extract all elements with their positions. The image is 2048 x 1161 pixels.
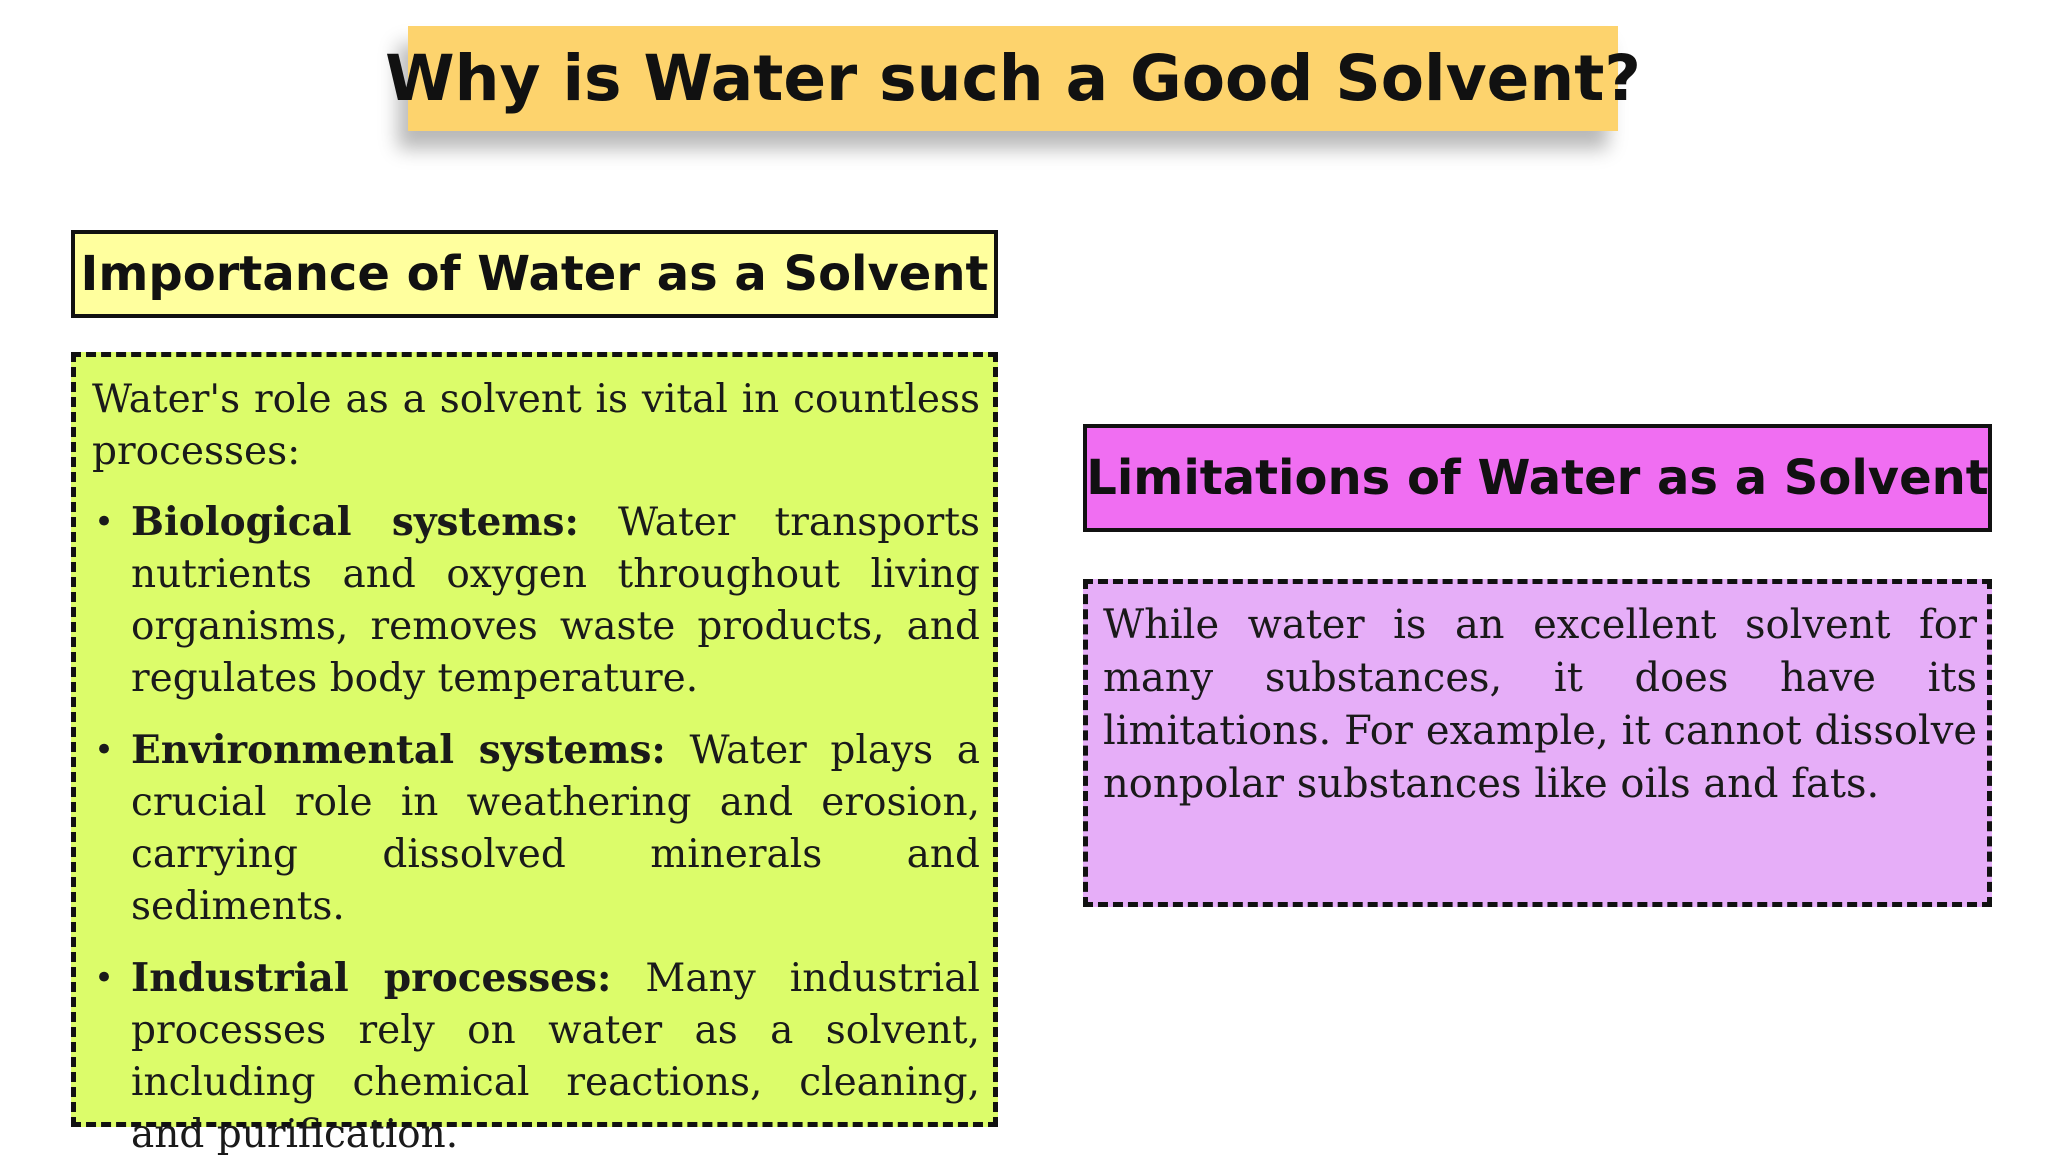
bullet-dot-icon: • xyxy=(94,502,115,542)
title-banner xyxy=(385,26,1641,131)
bullet-title: Environmental systems: xyxy=(131,727,666,773)
limitations-heading-box xyxy=(1083,424,1992,532)
bullet-environmental-systems xyxy=(92,724,980,933)
bullet-title: Industrial processes: xyxy=(131,955,612,1001)
limitations-text: While water is an excellent solvent for many substances, it does have its limitations. For example, it cannot dissolve nonpolar substances like oils and fats. xyxy=(1103,602,1977,807)
bullet-title: Biological systems: xyxy=(131,499,579,545)
limitations-content-box xyxy=(1083,579,1992,907)
page-title: Why is Water such a Good Solvent? xyxy=(385,42,1641,115)
importance-intro: Water's role as a solvent is vital in countless processes: xyxy=(92,377,980,474)
limitations-heading: Limitations of Water as a Solvent xyxy=(1086,450,1989,506)
bullet-text: Many industrial processes rely on water as a solvent, including chemical reactions, cleaning, and purification. xyxy=(131,956,980,1157)
bullet-text: Water transports nutrients and oxygen throughout living organisms, removes waste products, and regulates body temperature. xyxy=(131,500,981,701)
importance-heading: Importance of Water as a Solvent xyxy=(80,246,989,302)
importance-content-box xyxy=(71,352,998,1157)
importance-heading-box xyxy=(71,230,998,318)
bullet-text: Water plays a crucial role in weathering and erosion, carrying dissolved minerals and sediments. xyxy=(131,728,981,929)
importance-bullet-list xyxy=(92,496,980,1161)
bullet-dot-icon: • xyxy=(94,730,115,770)
bullet-biological-systems xyxy=(92,496,980,705)
bullet-industrial-processes xyxy=(92,952,980,1161)
bullet-dot-icon: • xyxy=(94,958,115,998)
